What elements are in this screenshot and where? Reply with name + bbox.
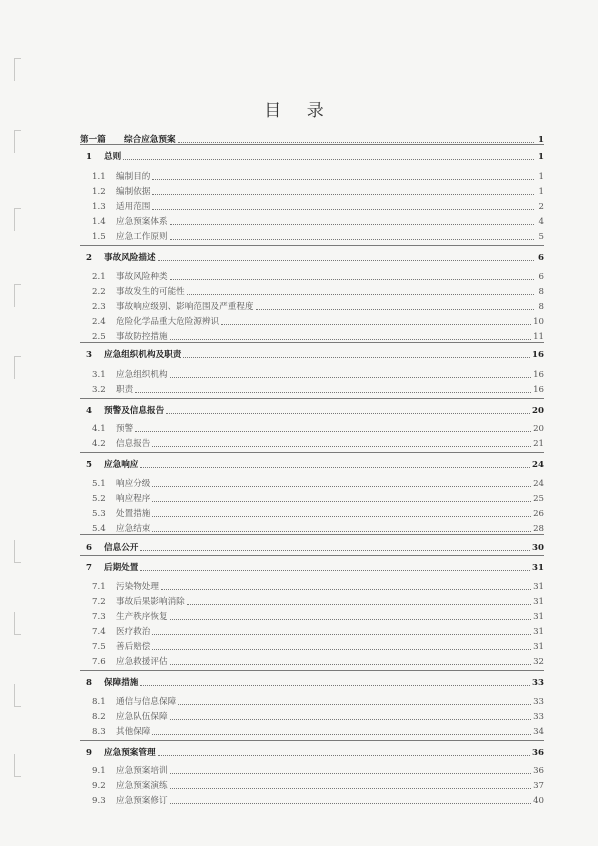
toc-entry-number: 1: [86, 152, 92, 162]
toc-entry-label: 生产秩序恢复: [116, 612, 168, 622]
toc-section-entry[interactable]: [92, 366, 544, 381]
toc-entry-label: 通信与信息保障: [116, 697, 177, 707]
binding-mark: [14, 58, 21, 81]
toc-entry-number: 9.3: [92, 796, 106, 806]
toc-leader-dots: [170, 377, 531, 378]
toc-entry-number: 2.5: [92, 332, 106, 342]
toc-entry-number: 5.2: [92, 494, 106, 504]
toc-entry-page-number: 6: [538, 272, 544, 282]
toc-leader-dots: [140, 550, 530, 551]
toc-entry-number: 8.2: [92, 712, 106, 722]
toc-entry-page-number: 36: [533, 766, 544, 776]
toc-leader-dots: [152, 531, 531, 532]
toc-section-entry[interactable]: [92, 593, 544, 608]
toc-chapter-entry[interactable]: [80, 402, 544, 417]
toc-section-entry[interactable]: [92, 490, 544, 505]
toc-leader-dots: [170, 803, 531, 804]
toc-entry-label: 总则: [104, 152, 122, 162]
toc-leader-dots: [135, 392, 531, 393]
toc-entry-number: 6: [86, 543, 92, 553]
toc-chapter-entry[interactable]: [80, 674, 544, 689]
toc-entry-label: 事故防控措施: [116, 332, 168, 342]
toc-leader-dots: [123, 159, 534, 160]
toc-entry-label: 预警: [116, 424, 134, 434]
toc-entry-page-number: 16: [533, 370, 544, 380]
toc-entry-label: 职责: [116, 385, 134, 395]
toc-entry-label: 事故后果影响消除: [116, 597, 185, 607]
toc-entry-number: 7.2: [92, 597, 106, 607]
toc-entry-page-number: 1: [538, 187, 544, 197]
toc-section-entry[interactable]: [92, 183, 544, 198]
toc-entry-number: 7.1: [92, 582, 106, 592]
binding-mark: [14, 356, 21, 379]
toc-entry-label: 事故响应级别、影响范围及严重程度: [116, 302, 254, 312]
toc-section-entry[interactable]: [92, 653, 544, 668]
toc-entry-label: 应急预案培训: [116, 766, 168, 776]
toc-leader-dots: [178, 704, 531, 705]
toc-leader-dots: [152, 209, 534, 210]
toc-chapter-entry[interactable]: [80, 539, 544, 554]
toc-leader-dots: [152, 516, 531, 517]
toc-section-entry[interactable]: [92, 762, 544, 777]
toc-entry-page-number: 1: [538, 135, 544, 145]
page-title: 目 录: [264, 101, 334, 121]
toc-leader-dots: [166, 413, 530, 414]
toc-leader-dots: [152, 649, 531, 650]
toc-entry-page-number: 1: [538, 152, 544, 162]
toc-leader-dots: [152, 179, 534, 180]
toc-section-entry[interactable]: [92, 328, 544, 343]
toc-entry-number: 3: [86, 350, 92, 360]
toc-entry-label: 事故风险描述: [104, 253, 156, 263]
toc-entry-page-number: 40: [533, 796, 544, 806]
toc-entry-page-number: 21: [533, 439, 544, 449]
toc-entry-page-number: 33: [533, 697, 544, 707]
toc-entry-page-number: 31: [533, 612, 544, 622]
binding-mark: [14, 612, 21, 635]
toc-leader-dots: [140, 685, 530, 686]
toc-entry-label: 应急预案修订: [116, 796, 168, 806]
toc-entry-number: 8: [86, 678, 92, 688]
toc-entry-label: 应急预案体系: [116, 217, 168, 227]
toc-leader-dots: [178, 142, 534, 143]
toc-leader-dots: [170, 788, 531, 789]
toc-entry-page-number: 26: [533, 509, 544, 519]
toc-entry-page-number: 4: [538, 217, 544, 227]
toc-entry-label: 编制依据: [116, 187, 151, 197]
toc-entry-label: 善后赔偿: [116, 642, 151, 652]
toc-entry-number: 7.4: [92, 627, 106, 637]
toc-chapter-entry[interactable]: [80, 249, 544, 264]
toc-leader-dots: [161, 589, 531, 590]
toc-entry-number: 1.4: [92, 217, 106, 227]
toc-entry-label: 信息报告: [116, 439, 151, 449]
toc-leader-dots: [152, 194, 534, 195]
toc-entry-page-number: 31: [532, 563, 544, 573]
toc-entry-label: 应急预案演练: [116, 781, 168, 791]
toc-entry-number: 3.2: [92, 385, 106, 395]
toc-leader-dots: [152, 734, 531, 735]
toc-entry-number: 7: [86, 563, 92, 573]
toc-chapter-entry[interactable]: [80, 559, 544, 574]
toc-section-entry[interactable]: [92, 520, 544, 535]
toc-entry-label: 信息公开: [104, 543, 139, 553]
toc-entry-page-number: 31: [533, 582, 544, 592]
toc-entry-number: 5.4: [92, 524, 106, 534]
toc-entry-page-number: 25: [533, 494, 544, 504]
toc-entry-page-number: 16: [532, 350, 544, 360]
toc-entry-label: 应急组织机构: [116, 370, 168, 380]
toc-entry-label: 应急结束: [116, 524, 151, 534]
toc-section-entry[interactable]: [92, 638, 544, 653]
toc-entry-label: 处置措施: [116, 509, 151, 519]
toc-section-entry[interactable]: [92, 435, 544, 450]
toc-entry-page-number: 32: [533, 657, 544, 667]
section-divider: [80, 398, 544, 399]
toc-leader-dots: [152, 634, 531, 635]
section-divider: [80, 245, 544, 246]
toc-entry-label: 污染物处理: [116, 582, 159, 592]
binding-mark: [14, 540, 21, 563]
toc-chapter-entry[interactable]: [80, 131, 544, 146]
toc-entry-label: 危险化学品重大危险源辨识: [116, 317, 220, 327]
toc-entry-page-number: 31: [533, 627, 544, 637]
binding-mark: [14, 130, 21, 153]
section-divider: [80, 452, 544, 453]
toc-entry-label: 应急响应: [104, 460, 139, 470]
toc-entry-page-number: 5: [538, 232, 544, 242]
toc-leader-dots: [170, 773, 531, 774]
toc-section-entry[interactable]: [92, 168, 544, 183]
toc-entry-number: 2.4: [92, 317, 106, 327]
toc-entry-label: 响应分级: [116, 479, 151, 489]
toc-section-entry[interactable]: [92, 228, 544, 243]
toc-section-entry[interactable]: [92, 777, 544, 792]
toc-leader-dots: [187, 604, 531, 605]
toc-leader-dots: [152, 501, 531, 502]
toc-entry-label: 医疗救治: [116, 627, 151, 637]
toc-section-entry[interactable]: [92, 283, 544, 298]
section-divider: [80, 670, 544, 671]
toc-entry-label: 其他保障: [116, 727, 151, 737]
toc-section-entry[interactable]: [92, 475, 544, 490]
toc-entry-number: 1.1: [92, 172, 106, 182]
toc-section-entry[interactable]: [92, 505, 544, 520]
toc-entry-number: 3.1: [92, 370, 106, 380]
toc-entry-number: 5.3: [92, 509, 106, 519]
toc-section-entry[interactable]: [92, 792, 544, 807]
toc-entry-number: 1.3: [92, 202, 106, 212]
toc-entry-number: 1.5: [92, 232, 106, 242]
toc-leader-dots: [170, 339, 531, 340]
toc-entry-label: 保障措施: [104, 678, 139, 688]
section-divider: [80, 555, 544, 556]
toc-leader-dots: [158, 260, 534, 261]
toc-entry-page-number: 30: [532, 543, 544, 553]
toc-entry-label: 应急组织机构及职责: [104, 350, 182, 360]
toc-entry-number: 7.3: [92, 612, 106, 622]
toc-section-entry[interactable]: [92, 198, 544, 213]
toc-entry-number: 8.1: [92, 697, 106, 707]
toc-entry-number: 第一篇: [80, 135, 106, 145]
toc-chapter-entry[interactable]: [80, 346, 544, 361]
toc-entry-label: 综合应急预案: [124, 135, 176, 145]
toc-chapter-entry[interactable]: [80, 744, 544, 759]
toc-entry-label: 编制目的: [116, 172, 151, 182]
toc-section-entry[interactable]: [92, 298, 544, 313]
toc-entry-label: 事故风险种类: [116, 272, 168, 282]
toc-section-entry[interactable]: [92, 420, 544, 435]
toc-section-entry[interactable]: [92, 578, 544, 593]
toc-entry-page-number: 20: [532, 406, 544, 416]
toc-entry-number: 7.6: [92, 657, 106, 667]
toc-entry-number: 2.2: [92, 287, 106, 297]
toc-leader-dots: [140, 467, 530, 468]
toc-entry-label: 适用范围: [116, 202, 151, 212]
toc-entry-number: 4.1: [92, 424, 106, 434]
toc-entry-number: 2.3: [92, 302, 106, 312]
toc-entry-label: 应急救援评估: [116, 657, 168, 667]
toc-entry-number: 7.5: [92, 642, 106, 652]
toc-leader-dots: [170, 719, 531, 720]
toc-section-entry[interactable]: [92, 623, 544, 638]
toc-entry-page-number: 11: [533, 332, 544, 342]
toc-entry-page-number: 1: [538, 172, 544, 182]
toc-entry-number: 2: [86, 253, 92, 263]
toc-chapter-entry[interactable]: [80, 148, 544, 163]
toc-section-entry[interactable]: [92, 381, 544, 396]
toc-entry-page-number: 6: [538, 253, 544, 263]
toc-leader-dots: [140, 570, 530, 571]
toc-section-entry[interactable]: [92, 608, 544, 623]
toc-leader-dots: [170, 239, 534, 240]
toc-entry-page-number: 20: [533, 424, 544, 434]
toc-section-entry[interactable]: [92, 708, 544, 723]
toc-entry-page-number: 10: [533, 317, 544, 327]
toc-entry-page-number: 36: [532, 748, 544, 758]
toc-entry-page-number: 2: [538, 202, 544, 212]
toc-entry-page-number: 28: [533, 524, 544, 534]
toc-leader-dots: [170, 664, 531, 665]
toc-entry-page-number: 8: [538, 302, 544, 312]
toc-entry-page-number: 31: [533, 642, 544, 652]
toc-entry-label: 事故发生的可能性: [116, 287, 185, 297]
binding-mark: [14, 284, 21, 307]
binding-mark: [14, 208, 21, 231]
toc-entry-page-number: 37: [533, 781, 544, 791]
toc-leader-dots: [170, 279, 534, 280]
toc-leader-dots: [152, 446, 531, 447]
toc-entry-number: 2.1: [92, 272, 106, 282]
toc-entry-number: 9: [86, 748, 92, 758]
toc-entry-number: 5.1: [92, 479, 106, 489]
toc-leader-dots: [170, 619, 531, 620]
toc-section-entry[interactable]: [92, 723, 544, 738]
toc-entry-page-number: 24: [533, 479, 544, 489]
toc-entry-number: 4.2: [92, 439, 106, 449]
toc-entry-page-number: 33: [533, 712, 544, 722]
toc-entry-page-number: 16: [533, 385, 544, 395]
toc-leader-dots: [135, 431, 531, 432]
toc-entry-page-number: 34: [533, 727, 544, 737]
section-divider: [80, 740, 544, 741]
toc-leader-dots: [170, 224, 534, 225]
binding-mark: [14, 754, 21, 777]
toc-entry-number: 5: [86, 460, 92, 470]
toc-entry-number: 1.2: [92, 187, 106, 197]
toc-chapter-entry[interactable]: [80, 456, 544, 471]
toc-entry-page-number: 33: [532, 678, 544, 688]
toc-entry-number: 9.1: [92, 766, 106, 776]
toc-entry-number: 4: [86, 406, 92, 416]
toc-section-entry[interactable]: [92, 693, 544, 708]
toc-entry-label: 预警及信息报告: [104, 406, 165, 416]
toc-leader-dots: [183, 357, 530, 358]
toc-entry-label: 应急工作原则: [116, 232, 168, 242]
toc-entry-page-number: 24: [532, 460, 544, 470]
toc-section-entry[interactable]: [92, 213, 544, 228]
toc-leader-dots: [158, 755, 530, 756]
toc-section-entry[interactable]: [92, 268, 544, 283]
toc-entry-label: 响应程序: [116, 494, 151, 504]
toc-section-entry[interactable]: [92, 313, 544, 328]
binding-mark: [14, 684, 21, 707]
toc-entry-page-number: 31: [533, 597, 544, 607]
toc-entry-label: 后期处置: [104, 563, 139, 573]
toc-entry-number: 8.3: [92, 727, 106, 737]
toc-leader-dots: [187, 294, 534, 295]
toc-leader-dots: [152, 486, 531, 487]
toc-entry-label: 应急预案管理: [104, 748, 156, 758]
toc-entry-number: 9.2: [92, 781, 106, 791]
toc-leader-dots: [256, 309, 534, 310]
toc-leader-dots: [221, 324, 531, 325]
toc-entry-page-number: 8: [538, 287, 544, 297]
toc-entry-label: 应急队伍保障: [116, 712, 168, 722]
